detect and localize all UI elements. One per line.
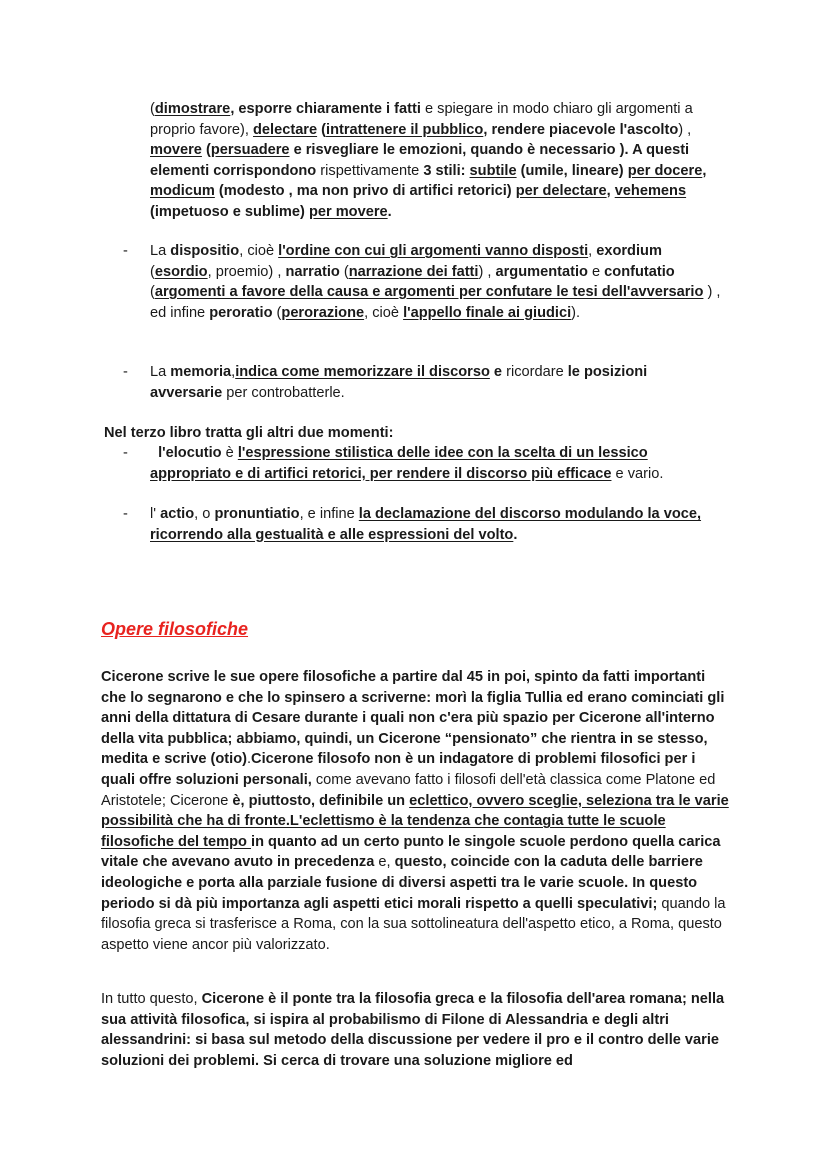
text-run-bold: , [702, 162, 707, 179]
term-narratio: narratio [285, 263, 340, 280]
term-elocutio: l'elocutio [150, 445, 222, 461]
underlined-phrase: l'ordine con cui gli argomenti vanno disposti [278, 243, 589, 259]
text-run: e spiegare in modo chiaro gli argomenti a proprio favore), [150, 101, 693, 138]
underlined-phrase: perorazione [281, 304, 365, 321]
text-run-bold: . [513, 526, 518, 543]
paragraph-opere-filosofiche-1 [101, 667, 731, 955]
text-run: ( [339, 263, 349, 280]
text-run: ( [150, 284, 155, 300]
text-run-bold: ( [201, 142, 211, 158]
paragraph-opere-filosofiche-2 [101, 989, 731, 1071]
term-modicum: modicum [150, 183, 215, 199]
list-item-body [150, 504, 723, 545]
book3-intro: Nel terzo libro tratta gli altri due momenti: [104, 425, 394, 441]
text-run-bold: Cicerone è il ponte tra la filosofia greca e la filosofia dell'area romana; nella sua attività filosofica, si ispira al probabilismo di Filone di Alessandria e degli altri alessandrini: si basa sul metodo della discussione per vedere il pro e il contro delle varie soluzioni dei problemi. Si cerca di trovare una soluzione migliore ed [101, 991, 725, 1069]
text-run-bold: , rendere piacevole l'ascolto [483, 121, 679, 138]
list-item-memoria [123, 362, 723, 403]
text-run-bold: e risvegliare le emozioni, quando è necessario ). [289, 142, 633, 158]
term-delectare: delectare [253, 121, 318, 138]
text-run: , e infine [299, 506, 359, 522]
text-run: ( [150, 263, 155, 280]
underlined-phrase: indica come memorizzare il discorso [235, 364, 490, 380]
text-run-bold: Cicerone filosofo non è un indagatore di problemi filosofici per i quali offre soluzioni personali, [101, 751, 696, 788]
bullet-dash-icon: - [123, 445, 128, 461]
text-run: e, [374, 854, 395, 871]
underlined-phrase: per docere [627, 162, 703, 179]
term-peroratio: peroratio [209, 304, 273, 321]
text-run: La [150, 364, 171, 380]
text-run-bold: ( [317, 121, 327, 138]
term-pronuntiatio: pronuntiatio [214, 506, 300, 522]
text-run-bold: , [606, 183, 615, 199]
underlined-phrase: l'appello finale ai giudici [403, 304, 572, 321]
text-run: rispettivamente [316, 162, 424, 179]
text-run-bold: (impetuoso e sublime) [150, 203, 309, 220]
list-item-body [150, 241, 723, 323]
text-run: ( [272, 304, 282, 321]
text-run-bold: , esporre chiaramente i fatti [230, 101, 421, 117]
text-run: , proemio) , [207, 263, 286, 280]
underlined-phrase: l'espressione stilistica delle idee con la scelta di un lessico appropriato e di artifici retorici, per rendere il discorso più efficace [150, 445, 648, 482]
text-run: ) , ed infine [150, 284, 721, 321]
term-exordium: exordium [596, 243, 662, 259]
text-run: , cioè [364, 304, 404, 321]
bullet-dash-icon: - [123, 364, 128, 380]
list-item-dispositio [123, 241, 723, 323]
text-run-bold: questo, coincide con la caduta delle barriere ideologiche e porta alla parziale fusione di diversi aspetti tra le varie scuole. In questo periodo si dà più importanza agli aspetti etici morali rispetto a quelli speculativi; [101, 854, 703, 912]
text-run-bold: Cicerone scrive le sue opere filosofiche a partire dal 45 in poi, spinto da fatti importanti che lo segnarono e che lo spinsero a scriverne: morì la figlia Tullia ed erano cominciati gli anni della dittatura di Cesare durante i quali non c'era più spazio per Cicerone all'interno della vita pubblica; abbiamo, quindi, un Cicerone “pensionato” che rientra in se stesso, medita e scrive (otio) [101, 669, 725, 768]
term-actio: actio [160, 506, 195, 522]
text-run-bold: e [489, 364, 503, 380]
list-item-actio [123, 504, 723, 545]
text-run: e vario. [611, 465, 664, 482]
text-run: l' [150, 506, 161, 522]
underlined-phrase: per delectare [515, 183, 607, 199]
text-run: . [246, 751, 252, 768]
text-run-bold: 3 stili: [423, 162, 470, 179]
text-run: ricordare [502, 364, 568, 380]
term-memoria: memoria [170, 364, 232, 380]
underlined-phrase: la declamazione del discorso modulando la voce, ricorrendo alla gestualità e alle espressioni del volto [150, 506, 702, 543]
underlined-phrase: esordio [154, 263, 208, 280]
text-run: , [231, 364, 236, 380]
term-persuadere: persuadere [210, 142, 290, 158]
term-dispositio: dispositio [170, 243, 240, 259]
text-run: per controbatterle. [222, 384, 345, 401]
section-heading-opere-filosofiche: Opere filosofiche [101, 619, 249, 639]
term-argumentatio: argumentatio [495, 263, 588, 280]
text-run-bold: A questi elementi corrispondono [150, 142, 690, 179]
bullet-dash-icon: - [123, 506, 128, 522]
text-run-bold: . [387, 203, 392, 220]
list-item-elocutio [123, 443, 723, 484]
text-run: , [588, 243, 597, 259]
bullet-dash-icon: - [123, 243, 128, 259]
text-run: e [587, 263, 605, 280]
underlined-phrase: intrattenere il pubblico [326, 121, 484, 138]
text-run-bold: le posizioni avversarie [150, 364, 648, 401]
text-run-bold: è, piuttosto, definibile un [232, 792, 410, 809]
term-confutatio: confutatio [604, 263, 675, 280]
text-run: ( [150, 101, 155, 117]
list-item-body [150, 362, 723, 403]
underlined-phrase: narrazione dei fatti [348, 263, 479, 280]
term-movere: movere [150, 142, 202, 158]
text-run: è [221, 445, 238, 461]
term-dimostrare: dimostrare [154, 101, 231, 117]
text-run: La [150, 243, 171, 259]
continuation-paragraph [150, 99, 730, 222]
list-item-body [150, 443, 723, 484]
text-run: ) , [678, 121, 692, 138]
underlined-phrase: per movere [308, 203, 388, 220]
text-run: , o [194, 506, 215, 522]
term-subtile: subtile [469, 162, 517, 179]
text-run: ) , [478, 263, 496, 280]
text-run: ). [571, 304, 581, 321]
text-run: , cioè [239, 243, 279, 259]
text-run-bold: in quanto ad un certo punto le singole scuole perdono quella carica vitale che avevano avuto in precedenza [101, 833, 721, 871]
text-run: come avevano fatto i filosofi dell'età classica come Platone ed Aristotele; Cicerone [101, 771, 716, 809]
underlined-phrase: eclettico, ovvero sceglie, seleziona tra le varie possibilità che ha di fronte.L'eclettismo è la tendenza che contagia tutte le scuole filosofiche del tempo [101, 792, 729, 850]
text-run-bold: (umile, lineare) [516, 162, 628, 179]
text-run-bold: (modesto , ma non privo di artifici retorici) [214, 183, 516, 199]
underlined-phrase: argomenti a favore della causa e argomenti per confutare le tesi dell'avversario [154, 284, 704, 300]
text-run: In tutto questo, [101, 991, 202, 1007]
term-vehemens: vehemens [614, 183, 687, 199]
text-run: quando la filosofia greca si trasferisce a Roma, con la sua sottolineatura dell'aspetto etico, a Roma, questo aspetto viene ancor più valorizzato. [101, 895, 726, 953]
